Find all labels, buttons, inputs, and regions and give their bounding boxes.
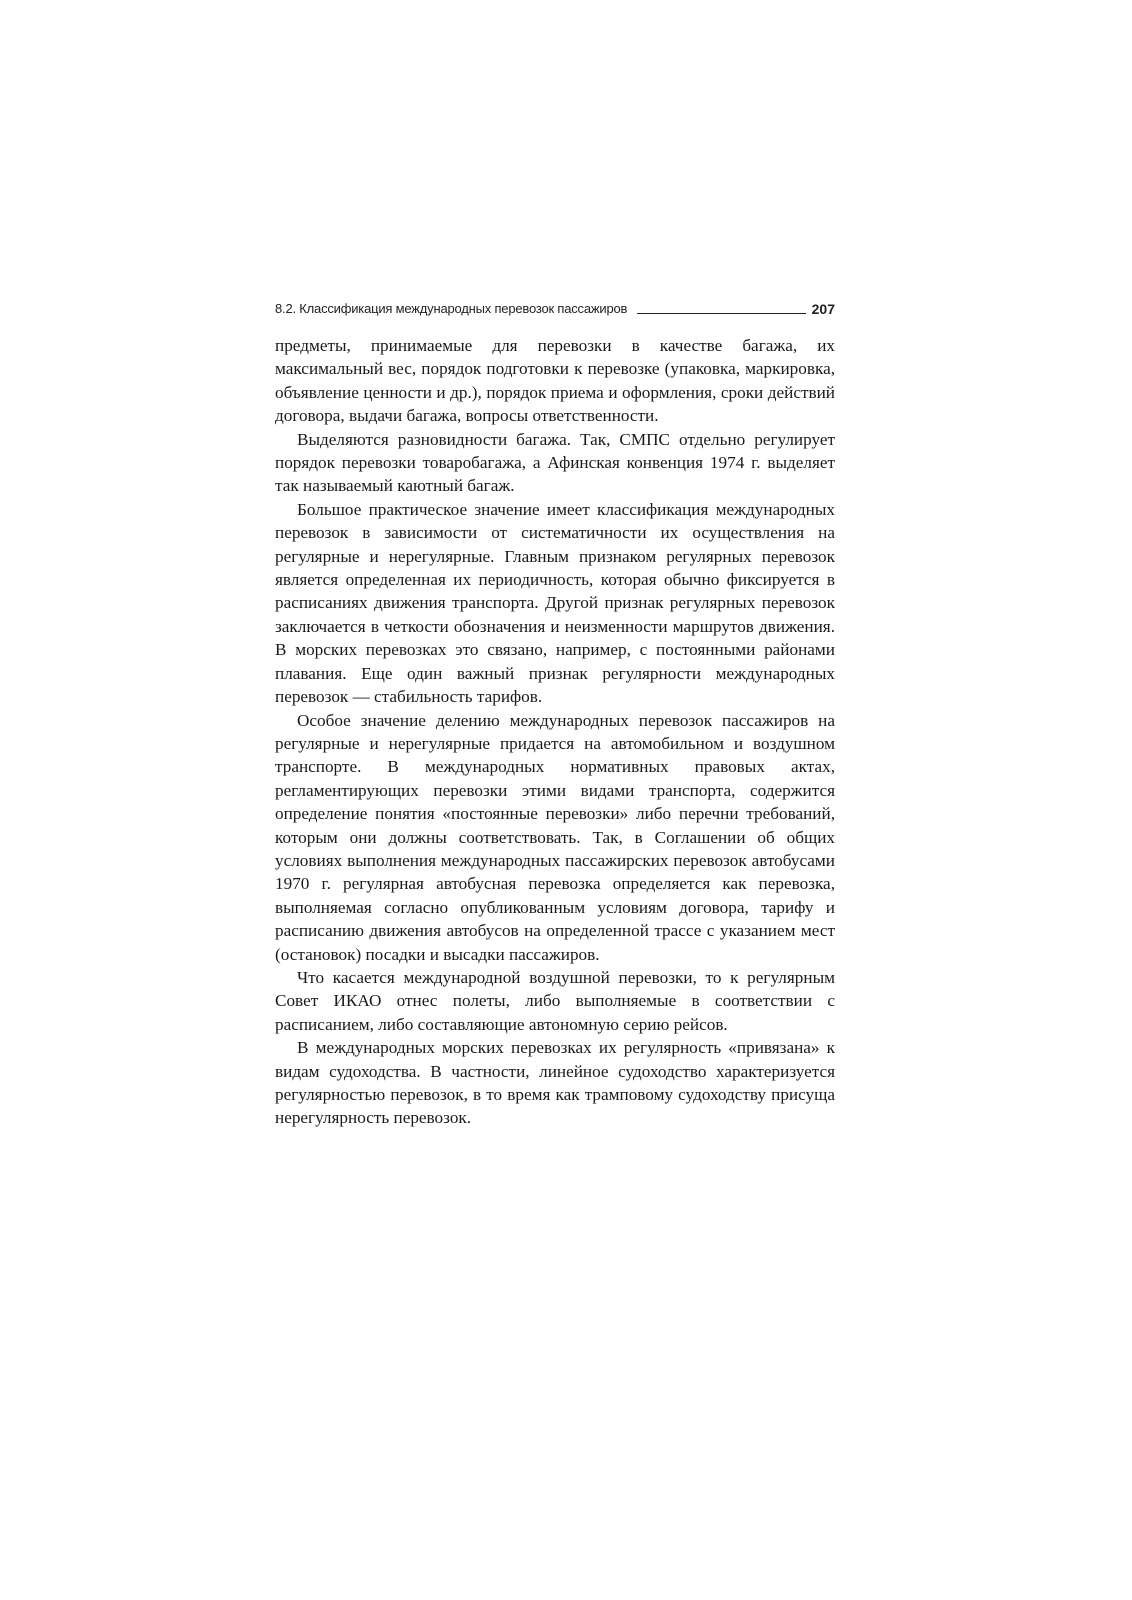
page-number: 207 xyxy=(811,301,835,317)
header-rule xyxy=(637,313,805,314)
paragraph: Большое практическое значение имеет классификация международных перевозок в зависимости от систематичности их осуществления на регулярные и нерегулярные. Главным признаком регулярных перевозок является определенная их периодичность, которая обычно фиксируется в расписаниях движения транспорта. Другой признак регулярных перевозок заключается в четкости обозначения и неизменности маршрутов движения. В морских перевозках это связано, например, с постоянными районами плавания. Еще один важный признак регулярности международных перевозок — стабильность тарифов. xyxy=(275,499,835,707)
paragraph: Выделяются разновидности багажа. Так, СМПС отдельно регулирует порядок перевозки товаробагажа, а Афинская конвенция 1974 г. выделяет так называемый каютный багаж. xyxy=(275,429,835,496)
paragraph: предметы, принимаемые для перевозки в качестве багажа, их максимальный вес, порядок подготовки к перевозке (упаковка, маркировка, объявление ценности и др.), порядок приема и оформления, сроки действий договора, выдачи багажа, вопросы ответственности. xyxy=(275,336,835,426)
book-page xyxy=(275,300,835,1130)
paragraph: Что касается международной воздушной перевозки, то к регулярным Совет ИКАО отнес полеты, либо выполняемые в соответствии с расписанием, либо составляющие автономную серию рейсов. xyxy=(275,967,835,1034)
body-text xyxy=(275,334,835,1130)
section-title: 8.2. Классификация международных перевозок пассажиров xyxy=(275,301,628,316)
paragraph: Особое значение делению международных перевозок пассажиров на регулярные и нерегулярные придается на автомобильном и воздушном транспорте. В международных нормативных правовых актах, регламентирующих перевозки этими видами транспорта, содержится определение понятия «постоянные перевозки» либо перечни требований, которым они должны соответствовать. Так, в Соглашении об общих условиях выполнения международных пассажирских перевозок автобусами 1970 г. регулярная автобусная перевозка определяется как перевозка, выполняемая согласно опубликованным условиям договора, тарифу и расписанию движения автобусов на определенной трассе с указанием мест (остановок) посадки и высадки пассажиров. xyxy=(275,710,835,964)
paragraph: В международных морских перевозках их регулярность «привязана» к видам судоходства. В частности, линейное судоходство характеризуется регулярностью перевозок, в то время как трамповому судоходству присуща нерегулярность перевозок. xyxy=(275,1038,835,1128)
running-header xyxy=(275,300,835,318)
